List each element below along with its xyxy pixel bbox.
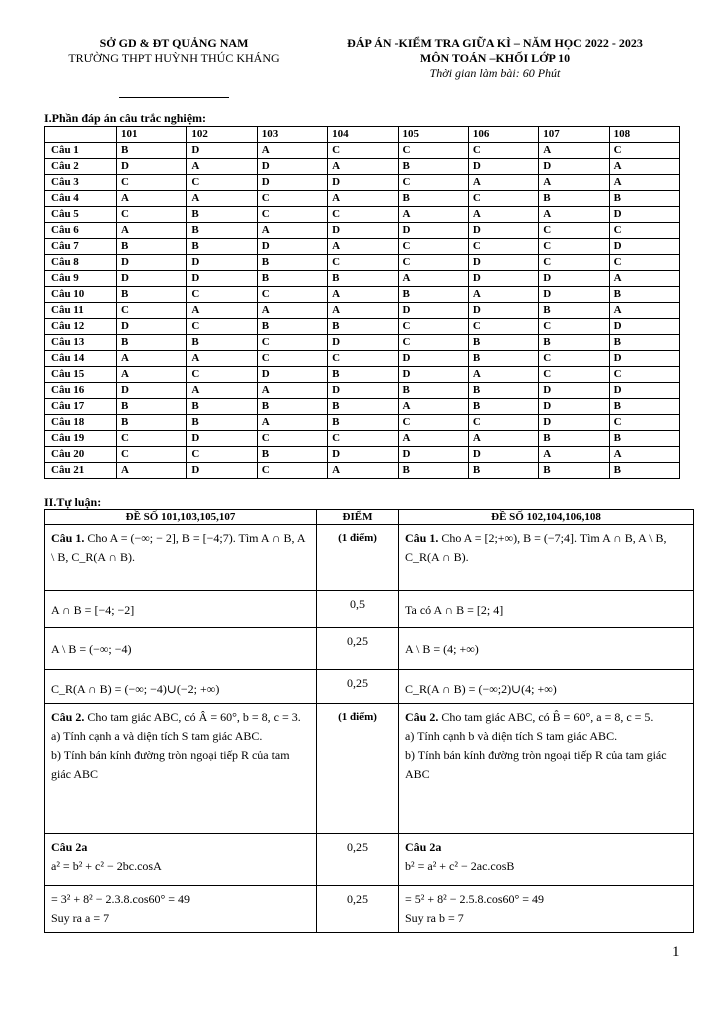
question-label: Câu 17 <box>45 399 117 415</box>
answer-cell: B <box>187 207 257 223</box>
answer-cell: A <box>398 207 468 223</box>
answer-cell: C <box>257 351 327 367</box>
r3-left: C_R(A ∩ B) = (−∞; −4)∪(−2; +∞) <box>45 670 317 704</box>
r2-points: 0,25 <box>317 628 399 670</box>
answer-cell: C <box>328 143 398 159</box>
answer-cell: D <box>398 367 468 383</box>
answer-cell: C <box>187 367 257 383</box>
answer-cell: C <box>257 335 327 351</box>
c2a-points: 0,25 <box>317 834 399 886</box>
answer-cell: A <box>187 383 257 399</box>
answer-row <box>45 415 680 431</box>
code-header: 105 <box>398 127 468 143</box>
answer-row <box>45 239 680 255</box>
q2-right-line1: Cho tam giác ABC, có B̂ = 60°, a = 8, c = 5. <box>441 710 654 724</box>
question-label: Câu 11 <box>45 303 117 319</box>
r1-right: Ta có A ∩ B = [2; 4] <box>399 591 694 628</box>
header-divider <box>119 97 229 98</box>
answer-cell: C <box>328 207 398 223</box>
answer-cell: A <box>468 367 538 383</box>
answer-cell: A <box>257 143 327 159</box>
question-label: Câu 9 <box>45 271 117 287</box>
answer-cell: D <box>117 159 187 175</box>
answer-cell: D <box>609 383 679 399</box>
question-label: Câu 1 <box>45 143 117 159</box>
answer-cell: B <box>257 399 327 415</box>
answer-cell: C <box>398 319 468 335</box>
answer-cell: B <box>328 399 398 415</box>
code-header: 107 <box>539 127 609 143</box>
answer-row <box>45 143 680 159</box>
answer-cell: C <box>609 223 679 239</box>
answer-cell: C <box>187 175 257 191</box>
answer-cell: A <box>257 223 327 239</box>
answer-cell: C <box>398 143 468 159</box>
question-label: Câu 10 <box>45 287 117 303</box>
answer-cell: A <box>468 175 538 191</box>
answer-cell: C <box>117 175 187 191</box>
q2-right-line2: a) Tính cạnh b và diện tích S tam giác ABC. <box>405 729 618 743</box>
answer-cell: B <box>187 335 257 351</box>
answer-cell: D <box>117 383 187 399</box>
answer-cell: D <box>257 239 327 255</box>
code-header: 108 <box>609 127 679 143</box>
answer-cell: A <box>609 303 679 319</box>
col-header-left: ĐỀ SỐ 101,103,105,107 <box>45 510 317 525</box>
answer-cell: B <box>187 399 257 415</box>
answer-cell: D <box>257 175 327 191</box>
question-label: Câu 18 <box>45 415 117 431</box>
answer-cell: C <box>468 239 538 255</box>
answer-cell: A <box>328 463 398 479</box>
question-label: Câu 19 <box>45 431 117 447</box>
answer-cell: C <box>468 319 538 335</box>
answer-cell: B <box>117 399 187 415</box>
question-label: Câu 21 <box>45 463 117 479</box>
answer-cell: B <box>539 335 609 351</box>
r1-left: A ∩ B = [−4; −2] <box>45 591 317 628</box>
r5-right-line2: Suy ra b = 7 <box>405 911 464 925</box>
answer-cell: D <box>117 319 187 335</box>
question-label: Câu 7 <box>45 239 117 255</box>
answer-cell: A <box>609 271 679 287</box>
q1-right <box>399 525 694 591</box>
answer-cell: B <box>117 335 187 351</box>
question-label: Câu 13 <box>45 335 117 351</box>
answer-cell: C <box>398 239 468 255</box>
answer-cell: D <box>328 447 398 463</box>
answer-cell: C <box>398 255 468 271</box>
answer-row <box>45 351 680 367</box>
corner-cell <box>45 127 117 143</box>
answer-cell: A <box>328 191 398 207</box>
code-header: 106 <box>468 127 538 143</box>
answer-cell: B <box>187 223 257 239</box>
q2-left-label: Câu 2. <box>51 710 85 724</box>
answer-cell: D <box>539 383 609 399</box>
answer-row <box>45 399 680 415</box>
question-label: Câu 14 <box>45 351 117 367</box>
answer-cell: D <box>609 351 679 367</box>
code-header: 104 <box>328 127 398 143</box>
answer-cell: C <box>539 351 609 367</box>
answer-cell: C <box>257 207 327 223</box>
answer-cell: C <box>609 143 679 159</box>
col-header-points: ĐIỂM <box>317 510 399 525</box>
answer-cell: D <box>187 431 257 447</box>
code-header: 101 <box>117 127 187 143</box>
answer-cell: B <box>398 383 468 399</box>
answer-cell: D <box>468 271 538 287</box>
answer-cell: B <box>609 431 679 447</box>
answer-cell: A <box>539 447 609 463</box>
answer-row <box>45 319 680 335</box>
answer-cell: B <box>609 191 679 207</box>
answer-cell: D <box>257 367 327 383</box>
answer-cell: A <box>328 303 398 319</box>
answer-cell: A <box>328 287 398 303</box>
answer-cell: B <box>328 367 398 383</box>
subject-title: MÔN TOÁN –KHỐI LỚP 10 <box>419 51 571 65</box>
answer-cell: A <box>187 159 257 175</box>
answer-cell: D <box>468 303 538 319</box>
answer-cell: C <box>539 223 609 239</box>
r5-right-line1: = 5² + 8² − 2.5.8.cos60° = 49 <box>405 892 545 906</box>
question-label: Câu 2 <box>45 159 117 175</box>
question-label: Câu 5 <box>45 207 117 223</box>
r1-points: 0,5 <box>317 591 399 628</box>
answer-cell: C <box>539 239 609 255</box>
c2a-left-formula: a² = b² + c² − 2bc.cosA <box>51 859 162 873</box>
answer-cell: A <box>398 431 468 447</box>
answer-cell: D <box>539 271 609 287</box>
answer-cell: D <box>609 207 679 223</box>
answer-cell: C <box>257 431 327 447</box>
answer-cell: B <box>257 447 327 463</box>
answer-cell: B <box>328 415 398 431</box>
section2-title: II.Tự luận: <box>44 495 102 509</box>
answer-cell: D <box>468 255 538 271</box>
answer-cell: B <box>609 399 679 415</box>
answer-cell: A <box>328 239 398 255</box>
answer-cell: C <box>609 255 679 271</box>
answer-cell: A <box>257 383 327 399</box>
answer-cell: D <box>187 255 257 271</box>
answer-cell: B <box>468 335 538 351</box>
answer-row <box>45 287 680 303</box>
answer-cell: B <box>398 159 468 175</box>
r2-right: A \ B = (4; +∞) <box>399 628 694 670</box>
answer-cell: D <box>187 143 257 159</box>
answer-cell: D <box>398 303 468 319</box>
answer-cell: D <box>609 239 679 255</box>
answer-cell: B <box>468 463 538 479</box>
answer-cell: D <box>187 271 257 287</box>
answer-cell: B <box>187 415 257 431</box>
answer-row <box>45 367 680 383</box>
answer-cell: C <box>187 287 257 303</box>
answer-cell: D <box>539 287 609 303</box>
answer-cell: D <box>468 223 538 239</box>
answer-cell: D <box>187 463 257 479</box>
answer-cell: D <box>257 159 327 175</box>
answer-cell: B <box>257 319 327 335</box>
answer-cell: A <box>398 399 468 415</box>
answer-cell: B <box>398 463 468 479</box>
answer-cell: B <box>117 239 187 255</box>
question-label: Câu 20 <box>45 447 117 463</box>
answer-cell: D <box>328 383 398 399</box>
answer-cell: B <box>468 383 538 399</box>
question-label: Câu 8 <box>45 255 117 271</box>
q1-left-text: Cho A = (−∞; − 2], B = [−4;7). Tìm A ∩ B, A \ B, C_R(A ∩ B). <box>51 531 305 564</box>
r3-points: 0,25 <box>317 670 399 704</box>
answer-cell: A <box>539 175 609 191</box>
answer-cell: D <box>117 271 187 287</box>
answer-row <box>45 223 680 239</box>
answer-cell: A <box>609 175 679 191</box>
answer-cell: B <box>609 335 679 351</box>
answer-cell: B <box>468 399 538 415</box>
answer-row <box>45 207 680 223</box>
answer-cell: A <box>328 159 398 175</box>
q2-left-line3: b) Tính bán kính đường tròn ngoại tiếp R của tam giác ABC <box>51 748 290 781</box>
q1-points: (1 điểm) <box>317 525 399 591</box>
page-number: 1 <box>672 944 680 960</box>
r5-left <box>45 886 317 933</box>
answer-cell: B <box>398 287 468 303</box>
answer-cell: C <box>328 431 398 447</box>
section1-title: I.Phần đáp án câu trắc nghiệm: <box>44 111 207 125</box>
answer-row <box>45 383 680 399</box>
answer-row <box>45 335 680 351</box>
r5-points: 0,25 <box>317 886 399 933</box>
r2-left: A \ B = (−∞; −4) <box>45 628 317 670</box>
answer-cell: C <box>398 175 468 191</box>
code-header: 103 <box>257 127 327 143</box>
question-label: Câu 15 <box>45 367 117 383</box>
answer-cell: B <box>257 255 327 271</box>
answer-cell: D <box>468 447 538 463</box>
answer-cell: C <box>539 255 609 271</box>
answer-cell: B <box>257 271 327 287</box>
answer-cell: C <box>609 415 679 431</box>
answer-row <box>45 463 680 479</box>
answer-row <box>45 191 680 207</box>
answer-row <box>45 159 680 175</box>
r3-right: C_R(A ∩ B) = (−∞;2)∪(4; +∞) <box>399 670 694 704</box>
answer-cell: C <box>117 431 187 447</box>
answer-row <box>45 271 680 287</box>
q2-right-line3: b) Tính bán kính đường tròn ngoại tiếp R của tam giác ABC <box>405 748 667 781</box>
answer-cell: D <box>539 415 609 431</box>
q2-right <box>399 704 694 834</box>
answer-cell: D <box>539 159 609 175</box>
answer-cell: A <box>468 207 538 223</box>
answer-cell: C <box>117 447 187 463</box>
answer-cell: B <box>328 319 398 335</box>
answer-cell: D <box>117 255 187 271</box>
answer-cell: D <box>539 399 609 415</box>
c2a-right-label: Câu 2a <box>405 840 442 854</box>
answer-cell: C <box>398 335 468 351</box>
answer-cell: C <box>257 287 327 303</box>
answer-row <box>45 303 680 319</box>
answer-cell: A <box>187 351 257 367</box>
r5-left-line2: Suy ra a = 7 <box>51 911 110 925</box>
answer-cell: A <box>187 191 257 207</box>
q1-right-label: Câu 1. <box>405 531 439 545</box>
answer-cell: A <box>117 367 187 383</box>
c2a-left <box>45 834 317 886</box>
answer-cell: C <box>257 191 327 207</box>
answer-cell: B <box>609 463 679 479</box>
c2a-right <box>399 834 694 886</box>
q2-right-label: Câu 2. <box>405 710 439 724</box>
answer-table <box>44 126 680 479</box>
answer-cell: B <box>117 143 187 159</box>
answer-cell: A <box>539 143 609 159</box>
answer-cell: D <box>328 175 398 191</box>
answer-cell: B <box>609 287 679 303</box>
answer-cell: C <box>398 415 468 431</box>
answer-cell: A <box>187 303 257 319</box>
q2-left-line2: a) Tính cạnh a và diện tích S tam giác ABC. <box>51 729 263 743</box>
answer-cell: C <box>187 319 257 335</box>
question-label: Câu 16 <box>45 383 117 399</box>
answer-cell: A <box>257 415 327 431</box>
answer-table-header <box>45 127 680 143</box>
answer-cell: B <box>117 415 187 431</box>
answer-row <box>45 255 680 271</box>
doc-title: ĐÁP ÁN -KIỂM TRA GIỮA KÌ – NĂM HỌC 2022 - 2023 <box>347 36 643 50</box>
answer-cell: A <box>468 431 538 447</box>
answer-cell: A <box>257 303 327 319</box>
answer-cell: A <box>398 271 468 287</box>
answer-cell: C <box>328 255 398 271</box>
answer-cell: A <box>468 287 538 303</box>
answer-cell: C <box>539 319 609 335</box>
answer-cell: A <box>539 207 609 223</box>
answer-cell: C <box>187 447 257 463</box>
answer-cell: C <box>539 367 609 383</box>
answer-cell: B <box>539 303 609 319</box>
answer-cell: D <box>328 335 398 351</box>
question-label: Câu 6 <box>45 223 117 239</box>
answer-cell: D <box>609 319 679 335</box>
answer-cell: C <box>117 207 187 223</box>
answer-cell: C <box>609 367 679 383</box>
school-name: TRƯỜNG THPT HUỲNH THÚC KHÁNG <box>68 51 280 65</box>
c2a-right-formula: b² = a² + c² − 2ac.cosB <box>405 859 515 873</box>
answer-row <box>45 447 680 463</box>
answer-cell: C <box>117 303 187 319</box>
answer-cell: B <box>539 431 609 447</box>
answer-cell: C <box>468 143 538 159</box>
answer-row <box>45 431 680 447</box>
question-label: Câu 12 <box>45 319 117 335</box>
q1-right-text: Cho A = [2;+∞), B = (−7;4]. Tìm A ∩ B, A \ B, C_R(A ∩ B). <box>405 531 667 564</box>
q2-left <box>45 704 317 834</box>
answer-cell: B <box>398 191 468 207</box>
answer-cell: D <box>398 447 468 463</box>
c2a-left-label: Câu 2a <box>51 840 88 854</box>
answer-cell: A <box>117 191 187 207</box>
q1-left <box>45 525 317 591</box>
answer-cell: B <box>187 239 257 255</box>
answer-cell: B <box>328 271 398 287</box>
question-label: Câu 4 <box>45 191 117 207</box>
r5-left-line1: = 3² + 8² − 2.3.8.cos60° = 49 <box>51 892 191 906</box>
answer-cell: A <box>609 159 679 175</box>
answer-cell: D <box>328 223 398 239</box>
r5-right <box>399 886 694 933</box>
dept-name: SỞ GD & ĐT QUẢNG NAM <box>99 36 249 50</box>
answer-cell: A <box>117 351 187 367</box>
answer-cell: B <box>468 351 538 367</box>
answer-cell: D <box>398 223 468 239</box>
time-limit: Thời gian làm bài: 60 Phút <box>429 66 561 80</box>
answer-cell: C <box>468 415 538 431</box>
q1-left-label: Câu 1. <box>51 531 85 545</box>
answer-cell: A <box>609 447 679 463</box>
answer-cell: C <box>257 463 327 479</box>
question-label: Câu 3 <box>45 175 117 191</box>
answer-cell: C <box>328 351 398 367</box>
essay-table <box>44 509 694 933</box>
answer-cell: D <box>398 351 468 367</box>
answer-row <box>45 175 680 191</box>
col-header-right: ĐỀ SỐ 102,104,106,108 <box>399 510 694 525</box>
answer-cell: D <box>468 159 538 175</box>
answer-cell: B <box>117 287 187 303</box>
answer-cell: A <box>117 463 187 479</box>
q2-points: (1 điểm) <box>317 704 399 834</box>
answer-cell: A <box>117 223 187 239</box>
answer-cell: B <box>539 463 609 479</box>
q2-left-line1: Cho tam giác ABC, có Â = 60°, b = 8, c = 3. <box>87 710 301 724</box>
answer-cell: C <box>468 191 538 207</box>
answer-cell: B <box>539 191 609 207</box>
code-header: 102 <box>187 127 257 143</box>
